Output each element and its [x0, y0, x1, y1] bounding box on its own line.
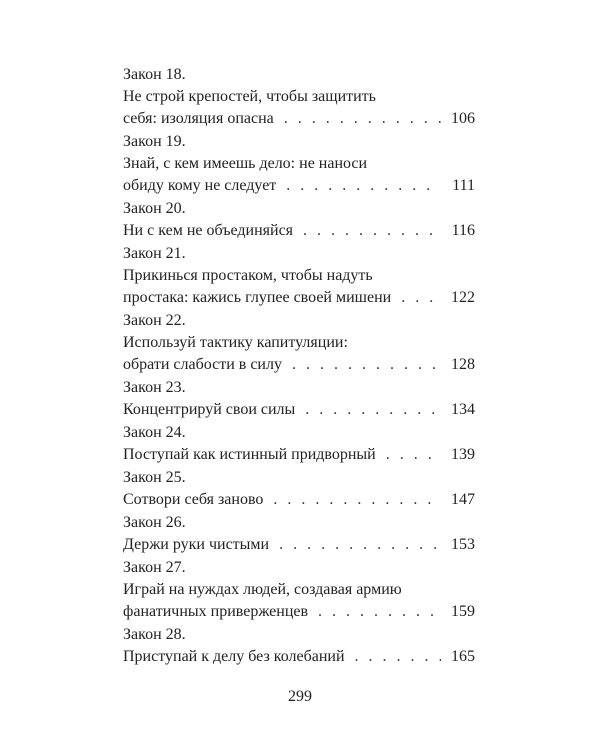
law-title-text: Поступай как истинный придворный	[123, 446, 376, 463]
page-reference: 106	[451, 110, 475, 127]
law-number: Закон 27.	[123, 559, 186, 576]
toc-entry	[123, 64, 475, 130]
dot-leader	[286, 175, 441, 197]
law-title-text: Сотвори себя заново	[123, 491, 264, 508]
law-title-text: Концентрируй свои силы	[123, 401, 296, 418]
law-number: Закон 20.	[123, 200, 186, 217]
law-title-text: фанатичных приверженцев	[123, 603, 309, 620]
law-title-line: Играй на нуждах людей, создавая армию	[123, 581, 402, 598]
dot-leader	[355, 646, 441, 668]
law-title-final-line	[123, 108, 475, 130]
page-reference: 111	[452, 177, 475, 194]
toc-entry	[123, 557, 475, 623]
law-title-final-line	[123, 601, 475, 623]
dot-leader	[292, 354, 441, 376]
law-title-line: Прикинься простаком, чтобы надуть	[123, 267, 373, 284]
dot-leader	[386, 444, 441, 466]
toc-entry	[123, 467, 475, 511]
toc-entry	[123, 624, 475, 668]
law-title-text: обиду кому не следует	[123, 177, 277, 194]
law-title-text: Ни с кем не объединяйся	[123, 222, 294, 239]
toc-entry	[123, 422, 475, 466]
law-title-final-line	[123, 175, 475, 197]
law-title-text: себя: изоляция опасна	[123, 110, 274, 127]
toc-entry	[123, 198, 475, 242]
law-title-line: Знай, с кем имеешь дело: не наноси	[123, 155, 368, 172]
law-title-final-line	[123, 399, 475, 421]
law-number: Закон 28.	[123, 626, 186, 643]
law-title-final-line	[123, 220, 475, 242]
page-number: 299	[288, 688, 312, 705]
law-title-final-line	[123, 534, 475, 556]
law-number: Закон 19.	[123, 133, 186, 150]
page-reference: 139	[451, 446, 475, 463]
toc-entry	[123, 131, 475, 197]
law-title-text: Приступай к делу без колебаний	[123, 648, 345, 665]
law-number: Закон 26.	[123, 514, 186, 531]
toc-entry	[123, 377, 475, 421]
law-title-text: обрати слабости в силу	[123, 356, 282, 373]
dot-leader	[303, 220, 441, 242]
dot-leader	[279, 534, 441, 556]
page-reference: 122	[451, 289, 475, 306]
law-number: Закон 25.	[123, 469, 186, 486]
page-reference: 165	[451, 648, 475, 665]
law-title-final-line	[123, 354, 475, 376]
law-title-text: простака: кажись глупее своей мишени	[123, 289, 392, 306]
page-reference: 159	[451, 603, 475, 620]
dot-leader	[305, 399, 441, 421]
page-reference: 128	[451, 356, 475, 373]
dot-leader	[401, 287, 441, 309]
toc-entry	[123, 243, 475, 309]
toc-entry	[123, 512, 475, 556]
page-reference: 153	[451, 536, 475, 553]
page-reference: 134	[451, 401, 475, 418]
law-number: Закон 18.	[123, 66, 186, 83]
law-number: Закон 24.	[123, 424, 186, 441]
dot-leader	[318, 601, 441, 623]
toc-entry	[123, 310, 475, 376]
page-reference: 147	[451, 491, 475, 508]
law-title-final-line	[123, 287, 475, 309]
law-number: Закон 22.	[123, 312, 186, 329]
law-title-text: Держи руки чистыми	[123, 536, 270, 553]
law-title-line: Используй тактику капитуляции:	[123, 334, 348, 351]
dot-leader	[273, 489, 441, 511]
law-number: Закон 21.	[123, 245, 186, 262]
law-title-line: Не строй крепостей, чтобы защитить	[123, 88, 376, 105]
page-reference: 116	[451, 222, 475, 239]
law-number: Закон 23.	[123, 379, 186, 396]
dot-leader	[284, 108, 441, 130]
law-title-final-line	[123, 444, 475, 466]
law-title-final-line	[123, 489, 475, 511]
law-title-final-line	[123, 646, 475, 668]
table-of-contents	[123, 64, 475, 669]
